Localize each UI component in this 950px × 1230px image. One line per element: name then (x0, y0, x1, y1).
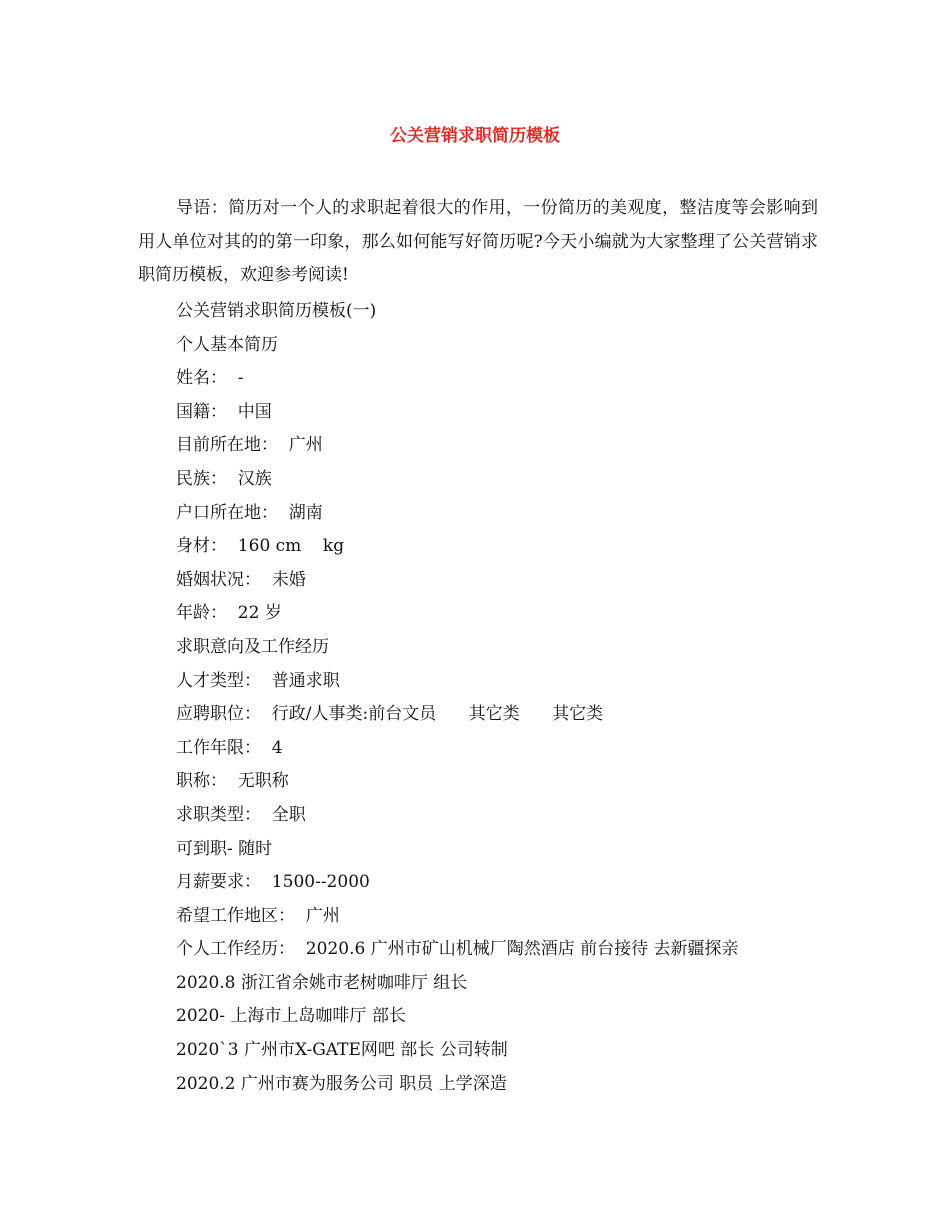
work-history-line: 2020- 上海市上岛咖啡厅 部长 (176, 1006, 406, 1027)
field-line: 目前所在地： 广州 (176, 435, 323, 456)
field-line: 年龄： 22 岁 (176, 603, 282, 624)
section-heading: 个人基本简历 (176, 334, 278, 355)
work-history-line: 2020.8 浙江省余姚市老树咖啡厅 组长 (176, 972, 468, 993)
field-line: 工作年限： 4 (176, 737, 283, 758)
section-heading: 公关营销求职简历模板(一) (176, 301, 377, 321)
field-line: 人才类型： 普通求职 (176, 670, 340, 691)
field-line: 可到职- 随时 (176, 838, 273, 859)
field-line: 姓名： - (176, 368, 244, 389)
document-title: 公关营销求职简历模板 (390, 126, 560, 146)
field-line: 身材： 160 cm kg (176, 536, 345, 557)
field-line: 户口所在地： 湖南 (176, 502, 323, 523)
resume-lines (176, 295, 876, 1101)
field-line: 应聘职位： 行政/人事类:前台文员 其它类 其它类 (176, 704, 604, 725)
field-line: 个人工作经历： 2020.6 广州市矿山机械厂陶然酒店 前台接待 去新疆探亲 (176, 939, 739, 960)
field-line: 求职类型： 全职 (176, 804, 306, 825)
field-line: 民族： 汉族 (176, 468, 272, 489)
field-line: 国籍： 中国 (176, 401, 272, 422)
field-line: 希望工作地区： 广州 (176, 905, 340, 926)
section-heading: 求职意向及工作经历 (176, 636, 329, 657)
work-history-line: 2020.2 广州市赛为服务公司 职员 上学深造 (176, 1073, 507, 1094)
field-line: 月薪要求： 1500--2000 (176, 872, 370, 893)
intro-paragraph: 导语：简历对一个人的求职起着很大的作用，一份简历的美观度，整洁度等会影响到用人单位对其的的第一印象，那么如何能写好简历呢?今天小编就为大家整理了公关营销求职简历模板，欢迎参考阅读! (138, 198, 818, 286)
work-history-line: 2020`3 广州市X-GATE网吧 部长 公司转制 (176, 1040, 508, 1061)
field-line: 职称： 无职称 (176, 771, 289, 792)
field-line: 婚姻状况： 未婚 (176, 569, 306, 590)
